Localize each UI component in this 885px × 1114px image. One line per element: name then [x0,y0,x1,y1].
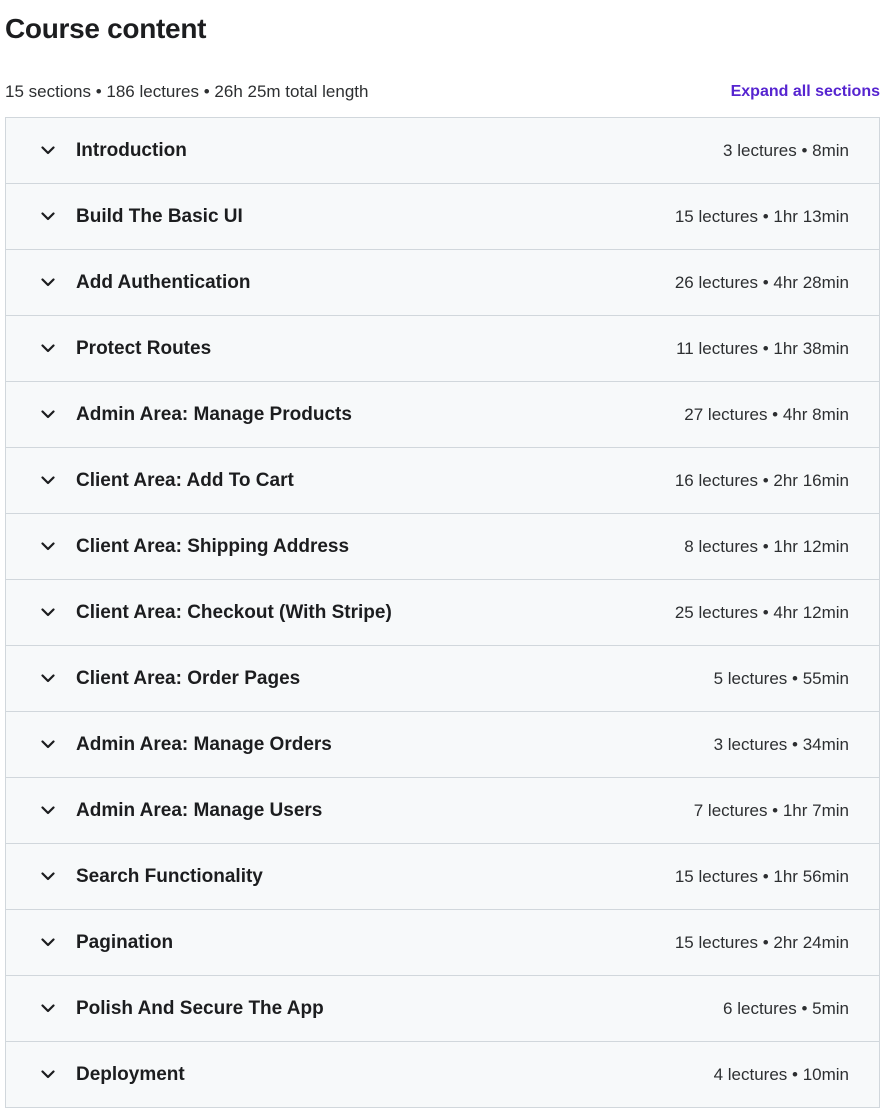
section-title: Protect Routes [76,337,212,359]
course-summary-row [5,79,880,105]
section-title: Client Area: Order Pages [76,667,301,689]
chevron-down-icon [40,737,56,753]
chevron-down-icon [40,209,56,225]
section-meta: 25 lectures • 4hr 12min [674,602,849,622]
section-meta: 15 lectures • 1hr 56min [674,866,849,886]
section-header[interactable] [6,184,879,250]
section-title: Introduction [76,139,187,161]
chevron-down-icon [40,671,56,687]
section-header[interactable] [6,250,879,316]
section-title: Admin Area: Manage Products [76,403,352,425]
section-title: Deployment [76,1063,185,1085]
section-header[interactable] [6,712,879,778]
section-header[interactable] [6,448,879,514]
section-meta: 8 lectures • 1hr 12min [684,536,849,556]
section-title: Client Area: Checkout (With Stripe) [76,601,392,623]
section-meta: 7 lectures • 1hr 7min [693,800,849,820]
section-title: Client Area: Add To Cart [76,469,294,491]
chevron-down-icon [40,143,56,159]
section-meta: 27 lectures • 4hr 8min [684,404,849,424]
section-meta: 3 lectures • 34min [713,734,849,754]
expand-all-sections-button[interactable]: Expand all sections [730,83,880,100]
section-header[interactable] [6,580,879,646]
chevron-down-icon [40,275,56,291]
section-header[interactable] [6,382,879,448]
section-meta: 4 lectures • 10min [713,1064,849,1084]
section-header[interactable] [6,844,879,910]
chevron-down-icon [40,803,56,819]
chevron-down-icon [40,407,56,423]
chevron-down-icon [40,1001,56,1017]
section-title: Search Functionality [76,865,263,887]
page-title: Course content [5,13,207,44]
chevron-down-icon [40,473,56,489]
section-title: Client Area: Shipping Address [76,535,350,557]
chevron-down-icon [40,869,56,885]
section-header[interactable] [6,118,879,184]
section-meta: 15 lectures • 2hr 24min [674,932,849,952]
chevron-down-icon [40,935,56,951]
chevron-down-icon [40,1067,56,1083]
section-title: Admin Area: Manage Users [76,799,323,821]
chevron-down-icon [40,341,56,357]
section-list [5,117,880,1108]
section-meta: 11 lectures • 1hr 38min [676,338,849,358]
section-title: Polish And Secure The App [76,997,324,1019]
section-meta: 16 lectures • 2hr 16min [674,470,849,490]
section-header[interactable] [6,514,879,580]
section-meta: 26 lectures • 4hr 28min [674,272,849,292]
section-meta: 3 lectures • 8min [723,140,849,160]
chevron-down-icon [40,605,56,621]
section-header[interactable] [6,778,879,844]
section-meta: 15 lectures • 1hr 13min [674,206,849,226]
section-title: Admin Area: Manage Orders [76,733,332,755]
section-title: Build The Basic UI [76,205,243,227]
course-summary: 15 sections • 186 lectures • 26h 25m total length [5,82,369,101]
section-meta: 5 lectures • 55min [713,668,849,688]
section-header[interactable] [6,976,879,1042]
section-header[interactable] [6,316,879,382]
section-header[interactable] [6,1042,879,1108]
section-meta: 6 lectures • 5min [723,998,849,1018]
chevron-down-icon [40,539,56,555]
section-header[interactable] [6,646,879,712]
section-title: Add Authentication [76,271,251,293]
section-header[interactable] [6,910,879,976]
section-title: Pagination [76,931,174,953]
